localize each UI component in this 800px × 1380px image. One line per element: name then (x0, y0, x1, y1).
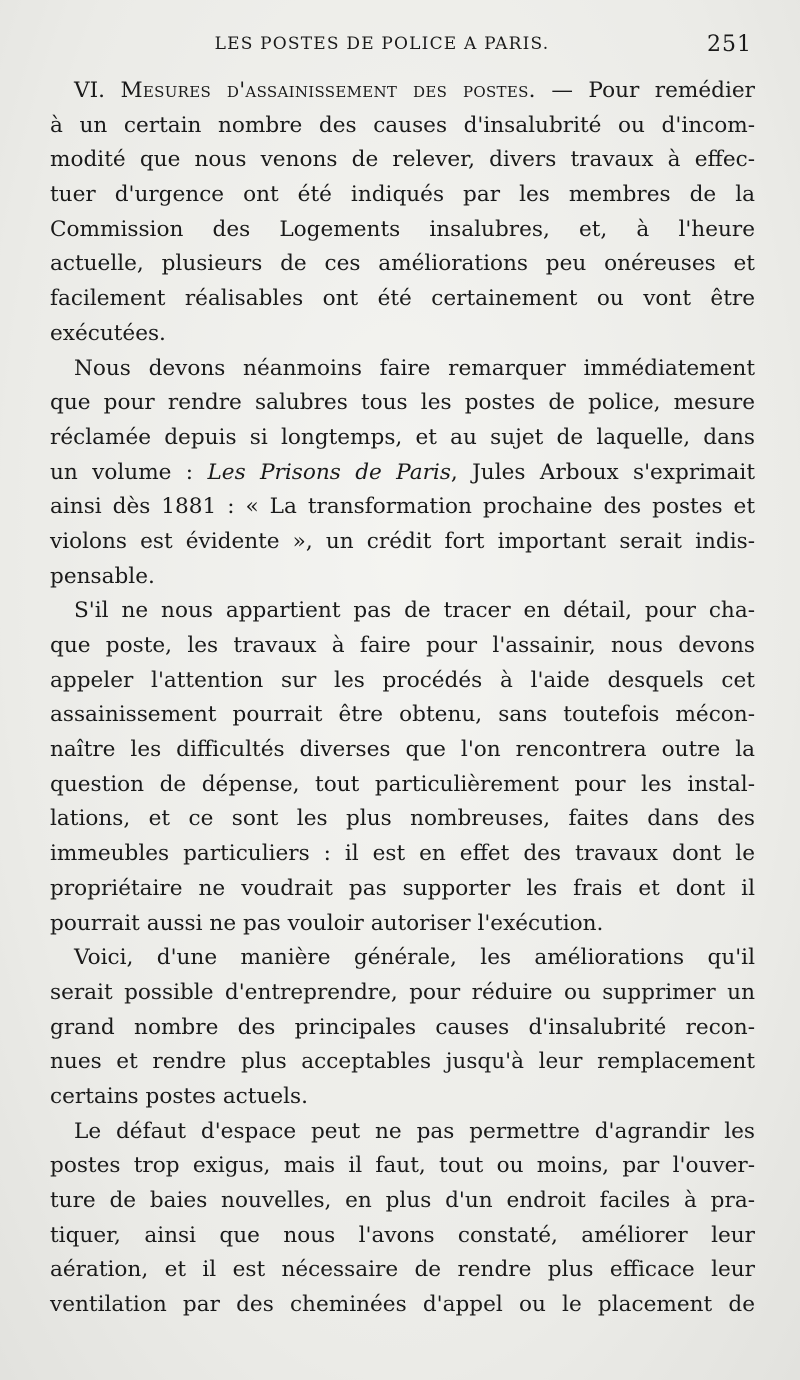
line-segment: un volume : (50, 459, 208, 485)
line-segment: — Pour remédier (535, 78, 755, 103)
text-line: actuelle, plusieurs de ces améliorations peu onéreuses et (50, 251, 755, 277)
text-line: Voici, d'une manière générale, les améliorations qu'il (74, 945, 755, 971)
section-heading: Mesures d'assainissement des postes. (120, 78, 536, 103)
line-segment: VI. (74, 78, 121, 103)
text-line: facilement réalisables ont été certainement ou vont être (50, 286, 755, 312)
text-line: Le défaut d'espace peut ne pas permettre d'agrandir les (74, 1118, 755, 1144)
text-line: nues et rendre plus acceptables jusqu'à leur remplacement (50, 1049, 755, 1075)
text-line: exécutées. (50, 320, 166, 346)
text-line: certains postes actuels. (50, 1083, 308, 1109)
book-title: Les Prisons de Paris (207, 459, 451, 485)
text-line (50, 74, 755, 109)
text-line: immeubles particuliers : il est en effet des travaux dont le (50, 841, 755, 867)
text-line: modité que nous venons de relever, divers travaux à effec- (50, 147, 755, 173)
text-line: pensable. (50, 563, 155, 589)
page-number: 251 (707, 32, 752, 57)
text-line: Nous devons néanmoins faire remarquer immédiatement (74, 355, 755, 381)
text-line: tiquer, ainsi que nous l'avons constaté, améliorer leur (50, 1222, 755, 1248)
line-segment: , Jules Arboux s'exprimait (450, 459, 755, 485)
text-line: ture de baies nouvelles, en plus d'un endroit faciles à pra- (50, 1188, 755, 1213)
text-line: pourrait aussi ne pas vouloir autoriser l'exécution. (50, 910, 604, 936)
text-line: ainsi dès 1881 : « La transformation prochaine des postes et (50, 494, 755, 520)
text-line: violons est évidente », un crédit fort important serait indis- (50, 528, 755, 554)
running-title: LES POSTES DE POLICE A PARIS. (214, 34, 550, 54)
text-line: propriétaire ne voudrait pas supporter les frais et dont il (50, 875, 755, 901)
text-line: appeler l'attention sur les procédés à l'aide desquels cet (50, 667, 755, 693)
text-line: que poste, les travaux à faire pour l'assainir, nous devons (50, 633, 755, 658)
text-line: aération, et il est nécessaire de rendre plus efficace leur (50, 1257, 755, 1283)
text-line: Commission des Logements insalubres, et, à l'heure (50, 216, 755, 242)
text-line: à un certain nombre des causes d'insalubrité ou d'incom- (50, 112, 755, 138)
text-line: tuer d'urgence ont été indiqués par les membres de la (50, 182, 755, 208)
text-line: ventilation par des cheminées d'appel ou le placement de (50, 1292, 755, 1318)
body-text (50, 74, 755, 1323)
text-line: question de dépense, tout particulièrement pour les instal- (50, 771, 755, 797)
text-line: assainissement pourrait être obtenu, sans toutefois mécon- (50, 702, 755, 728)
text-line: lations, et ce sont les plus nombreuses, faites dans des (50, 806, 755, 832)
running-head (52, 34, 752, 64)
text-line: serait possible d'entreprendre, pour réduire ou supprimer un (50, 979, 755, 1005)
text-line: postes trop exigus, mais il faut, tout ou moins, par l'ouver- (50, 1153, 755, 1179)
text-line (50, 456, 755, 491)
text-line: que pour rendre salubres tous les postes de police, mesure (50, 390, 755, 416)
text-line: grand nombre des principales causes d'insalubrité recon- (50, 1014, 755, 1040)
text-line: naître les difficultés diverses que l'on rencontrera outre la (50, 737, 755, 763)
text-line: réclamée depuis si longtemps, et au sujet de laquelle, dans (50, 424, 755, 450)
text-line: S'il ne nous appartient pas de tracer en détail, pour cha- (74, 598, 755, 624)
